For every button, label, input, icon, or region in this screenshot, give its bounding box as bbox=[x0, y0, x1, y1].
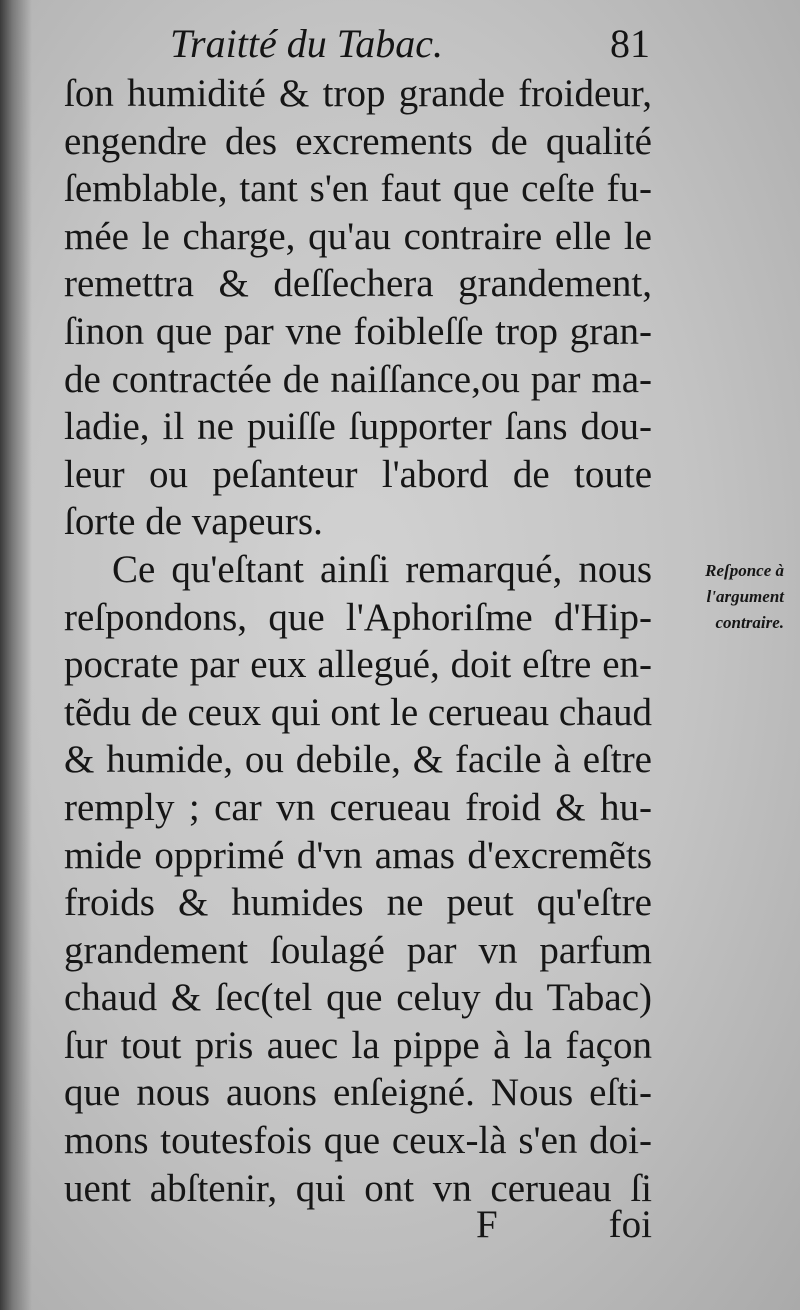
text-line: leur ou peſanteur l'abord de toute bbox=[64, 452, 652, 496]
text-line: & humide, ou debile, & facile à eſtre bbox=[64, 738, 652, 782]
text-line: ſorte de vapeurs. bbox=[64, 500, 323, 544]
text-line: ſur tout pris auec la pippe à la façon bbox=[64, 1023, 652, 1067]
text-line: froids & humides ne peut qu'eſtre bbox=[64, 881, 652, 925]
text-line: ſemblable, tant s'en faut que ceſte fu- bbox=[64, 167, 652, 211]
text-line: remettra & deſſechera grandement, bbox=[64, 262, 652, 306]
marginal-note bbox=[656, 558, 784, 636]
text-line: ladie, il ne puiſſe ſupporter ſans dou- bbox=[64, 405, 652, 449]
marginal-note-line: l'argument bbox=[706, 587, 784, 606]
text-line: uent abſtenir, qui ont vn cerueau ſi bbox=[64, 1166, 652, 1210]
text-line: engendre des excrements de qualité bbox=[64, 119, 652, 163]
text-line: pocrate par eux allegué, doit eſtre en- bbox=[64, 643, 652, 687]
text-line: grandement ſoulagé par vn parfum bbox=[64, 928, 652, 972]
text-line: chaud & ſec(tel que celuy du Tabac) bbox=[64, 976, 652, 1020]
paragraph-1 bbox=[64, 70, 652, 546]
text-line: mide opprimé d'vn amas d'excremẽts bbox=[64, 833, 652, 877]
text-line: remply ; car vn cerueau froid & hu- bbox=[64, 785, 652, 829]
page-number: 81 bbox=[610, 21, 650, 66]
text-line: reſpondons, que l'Aphoriſme d'Hip- bbox=[64, 595, 652, 639]
text-line: mons toutesfois que ceux-là s'en doi- bbox=[64, 1119, 652, 1163]
page-footer bbox=[64, 1202, 652, 1252]
text-line: mée le charge, qu'au contraire elle le bbox=[64, 214, 652, 258]
signature-mark: F bbox=[476, 1203, 498, 1246]
paragraph-2 bbox=[64, 546, 652, 1212]
text-line: ſinon que par vne foibleſſe trop gran- bbox=[64, 309, 652, 353]
text-line: que nous auons enſeigné. Nous eſti- bbox=[64, 1071, 652, 1115]
marginal-note-line: contraire. bbox=[715, 613, 784, 632]
text-line: ſon humidité & trop grande froideur, bbox=[64, 72, 652, 115]
marginal-note-line: Reſponce à bbox=[705, 561, 784, 580]
gutter-shadow bbox=[0, 0, 32, 1310]
running-title: Traitté du Tabac. bbox=[170, 21, 444, 66]
running-head bbox=[60, 14, 650, 74]
text-line: Ce qu'eſtant ainſi remarqué, nous bbox=[112, 547, 652, 591]
text-line: de contractée de naiſſance,ou par ma- bbox=[64, 357, 652, 401]
text-line: tẽdu de ceux qui ont le cerueau chaud bbox=[64, 690, 652, 734]
catchword: foi bbox=[608, 1203, 652, 1246]
body-text bbox=[64, 70, 652, 1212]
